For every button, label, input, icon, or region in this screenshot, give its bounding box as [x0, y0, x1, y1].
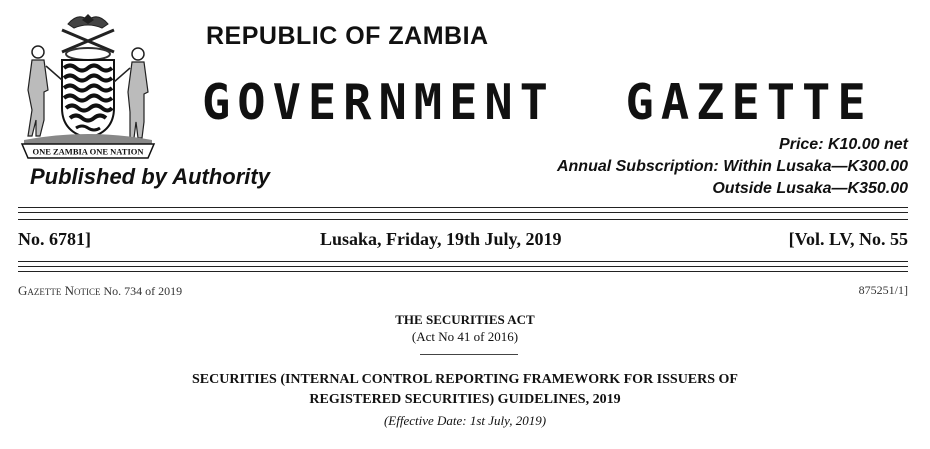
guidelines-title-line-2: REGISTERED SECURITIES) GUIDELINES, 2019 — [309, 392, 621, 407]
masthead-rule-top-3 — [18, 219, 908, 220]
issue-rule-bottom-3 — [18, 271, 908, 272]
act-title: THE SECURITIES ACT — [395, 312, 535, 327]
effective-date: (Effective Date: 1st July, 2019) — [383, 413, 547, 428]
coat-of-arms-motto: ONE ZAMBIA ONE NATION — [32, 146, 144, 157]
notice-reference: 875251/1] — [858, 283, 908, 297]
issue-volume: [Vol. LV, No. 55 — [788, 229, 908, 249]
masthead-rule-top-2 — [18, 212, 908, 213]
published-by-authority: Published by Authority — [30, 164, 270, 189]
act-number: (Act No 41 of 2016) — [411, 329, 519, 344]
gazette-notice-no: No. 734 of 2019 — [103, 284, 183, 298]
gazette-title: GOVERNMENT GAZETTE — [202, 74, 873, 132]
gazette-notice-number — [18, 283, 182, 299]
issue-number: No. 6781] — [18, 229, 91, 249]
subscription-outside-lusaka: Outside Lusaka—K350.00 — [712, 180, 908, 197]
issue-rule-bottom — [18, 261, 908, 262]
subscription-within-lusaka: Annual Subscription: Within Lusaka—K300.00 — [556, 158, 908, 175]
gazette-notice-label: Gazette Notice — [18, 283, 101, 298]
masthead-rule-top — [18, 207, 908, 208]
price: Price: K10.00 net — [779, 136, 908, 153]
issue-date: Lusaka, Friday, 19th July, 2019 — [320, 229, 562, 249]
act-divider — [420, 354, 518, 355]
guidelines-title-line-1: SECURITIES (INTERNAL CONTROL REPORTING FRAMEWORK FOR ISSUERS OF — [192, 372, 738, 387]
coat-of-arms-icon — [18, 10, 158, 162]
republic-heading: REPUBLIC OF ZAMBIA — [206, 22, 489, 50]
issue-rule-bottom-2 — [18, 266, 908, 267]
